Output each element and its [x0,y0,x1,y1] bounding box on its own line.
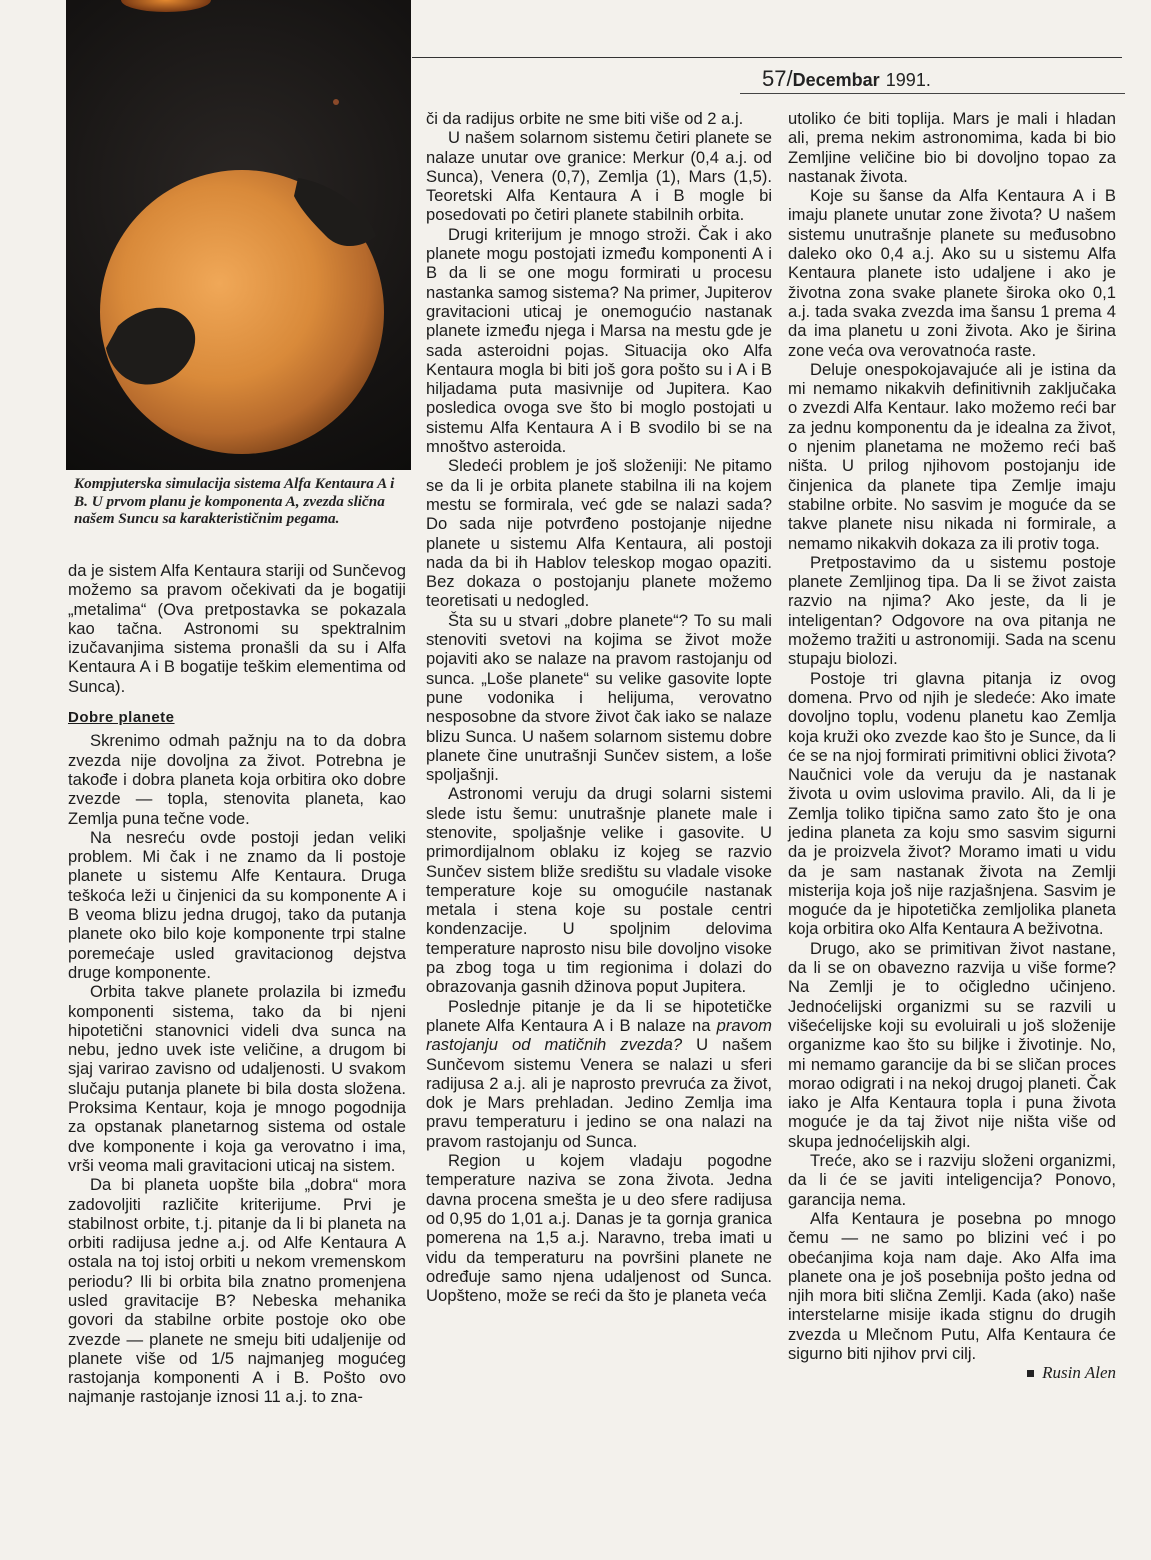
byline [788,1363,1116,1382]
paragraph: Drugi kriterijum je mnogo stroži. Čak i ako planete mogu postojati između komponenti A i B da li se one mogu formirati u procesu nastanka samog sistema? Na primer, Jupiterov gravitacioni uticaj je onemogućio nastanak planete između njega i Marsa na mestu gde je sada asteroidni pojas. Situacija oko Alfa Kentaura mogla bi biti još gora pošto su i A i B hiljadama puta masivnije od Jupitera. Kao posledica ovoga sve što bi moglo postojati u sistemu Alfa Kentaura A i B svodilo bi se na mnoštvo asteroida. [426,224,772,457]
paragraph [426,997,772,1151]
header-rule [412,57,1122,58]
issue-month: Decembar [792,70,880,90]
paragraph: Drugo, ako se primitivan život nastane, da li se on obavezno razvija u više forme? Na Zemlji je to očigledno učinjeno. Jednoćelijski organizmi su se razvili u višećelijske koji su evoluirali u još složenije organizme kao što su biljke i životinje. No, mi nemamo garancije da bi se sličan proces morao odigrati i na nekoj drugoj planeti. Čak iako je Alfa Kentaura topla i puna života moguće je da taj život nije ništa više od skupa jednoćelijskih algi. [788,938,1116,1151]
paragraph: Alfa Kentaura je posebna po mnogo čemu — ne samo po blizini već i po obećanjima koja nam daje. Ako Alfa ima planete ona je još posebnija pošto jedna od njih mora biti slična Zemlji. Kada (ako) naše interstelarne misije ikada stignu do drugih zvezda u Mlečnom Putu, Alfa Kentaura će sigurno biti njihov prvi cilj. [788,1208,1116,1363]
paragraph: Šta su u stvari „dobre planete“? To su mali stenoviti svetovi na kojima se život može pojaviti ako se nalaze na pravom rastojanju od sunca. „Loše planete“ su velike gasovite lopte pune vodonika i helijuma, verovatno nesposobne da stvore život čak iako se nalaze blizu Sunca. U našem solarnom sistemu dobre planete čine unutrašnji Sunčev sistem, a loše spoljašnji. [426,610,772,785]
companion-star [121,0,211,12]
column-2 [426,109,772,1305]
emphasis-text: pravom rastojanju od matičnih zvezda? [426,1015,772,1055]
paragraph: Pretpostavimo da u sistemu postoje planete Zemljinog tipa. Da li se život zaista razvio na njima? Ako jeste, da li je inteligentan? Odgovore na ova pitanja ne možemo tražiti u astronomiji. Sada na scenu stupaju biolozi. [788,552,1116,669]
paragraph: Koje su šanse da Alfa Kentaura A i B imaju planete unutar zone života? U našem sistemu unutrašnje planete su međusobno daleko oko 0,4 a.j. Ako su u sistemu Alfa Kentaura planete isto udaljene i ako je životna zona svake planete široka oko 0,1 a.j. tada svaka zvezda ima šansu 1 prema 4 da ima planetu u zoni života. Ako je širina zone veća ova verovatnoća raste. [788,186,1116,360]
paragraph: utoliko će biti toplija. Mars je mali i hladan ali, prema nekim astronomima, kada bi bio Zemljine veličine bio bi dovoljno topao za nastanak života. [788,109,1116,186]
paragraph: Astronomi veruju da drugi solarni sistemi slede istu šemu: unutrašnje planete male i stenovite, spoljašnje velike i gasovite. U primordijalnom oblaku iz kojeg se razvio Sunčev sistem bliže središtu su vladale visoke temperature koje su omogućile nastanak metala i stena koje su postale centri kondenzacije. U spoljnim delovima temperature naprosto nisu bile dovoljno visoke pa zbog toga u tim regionima i dolazi do obrazovanja gasnih džinova poput Jupitera. [426,784,772,997]
paragraph-text: U našem Sunčevom sistemu Venera se nalazi u sferi radijusa 2 a.j. ali je naprosto prevruća za život, dok je Mars prehladan. Jedino Zemlja ima pravu temperaturu i jedino se ona nalazi na pravom rastojanju od Sunca. [426,1035,772,1151]
paragraph: Deluje onespokojavajuće ali je istina da mi nemamo nikakvih definitivnih zaključaka o zvezdi Alfa Kentaur. Iako možemo reći bar za jednu komponentu da je idealna za život, o njenim planetama ne možemo reći baš ništa. U prilog njihovom postojanju ide činjenica da planete tipa Zemlje imaju stabilne orbite. No sasvim je moguće da se takve planete nisu nikada ni formirale, a nemamo nikakvih dokaza za ili protiv toga. [788,359,1116,553]
planet-image [66,0,411,470]
issue-year: 1991. [885,70,931,90]
issue-number: 57 [762,66,787,91]
column-1 [68,561,406,1407]
paragraph: či da radijus orbite ne sme biti više od 2 a.j. [426,109,744,128]
header-rule-secondary [740,93,1125,94]
paragraph: da je sistem Alfa Kentaura stariji od Sunčevog možemo sa pravom očekivati da je bogatiji „metalima“ (Ova pretpostavka se pokazala kao tačna. Astronomi su spektralnim izučavanjima sistema pronašli da su i Alfa Kentaura A i B bogatije teškim elementima od Sunca). [68,561,406,696]
paragraph: Na nesreću ovde postoji jedan veliki problem. Mi čak i ne znamo da li postoje planete u sistemu Alfe Kentaura. Druga teškoća leži u činjenici da su komponente A i B veoma blizu jedna drugoj, tako da putanja planete oko bilo koje komponente trpi stalne poremećaje usled gravitacionog dejstva druge komponente. [68,827,406,982]
paragraph: Orbita takve planete prolazila bi između komponenti sistema, tako da bi njeni hipotetični stanovnici videli dva sunca na nebu, jedno uvek iste veličine, a drugom bi sjaj varirao zavisno od udaljenosti. U svakom slučaju putanja planete bi bila dosta složena. Proksima Kentaur, koja je mnogo pogodnija za opstanak planetarnog sistema od ostale dve komponente i koja ga verovatno i ima, vrši veoma mali gravitacioni uticaj na sistem. [68,982,406,1175]
section-heading: Dobre planete [68,709,175,727]
author-name: Rusin Alen [1042,1363,1116,1383]
figure-caption: Kompjuterska simulacija sistema Alfa Kentaura A i B. U prvom planu je komponenta A, zvezda slična našem Suncu sa karakterističnim pegama. [74,475,395,527]
paragraph: U našem solarnom sistemu četiri planete se nalaze unutar ove granice: Merkur (0,4 a.j. od Sunca), Venera (0,7), Zemlja (1), Mars (1,5). Teoretski Alfa Kentaura A i B mogle bi posedovati po četiri planete stabilnih orbita. [426,128,772,225]
paragraph: Treće, ako se i razviju složeni organizmi, da li će se javiti inteligencija? Ponovo, garancija nema. [788,1151,1116,1209]
paragraph: Postoje tri glavna pitanja iz ovog domena. Prvo od njih je sledeće: Ako imate dovoljno toplu, vodenu planetu kao Zemlja koja kruži oko zvezde kao što je Sunce, da li će se na njoj formirati primitivni oblici života? Naučnici vole da veruju da je nastanak života u ovim uslovima pravilo. Ali, da li je Zemlja toliko tipična samo zato što je ona jedina planeta za koju smo sasvim sigurni da je proizvela život? Moramo imati u vidu da je sam nastanak života na Zemlji misterija koja još nije razjašnjena. Sasvim je moguće da je hipotetička zemljolika planeta koja orbitira oko Alfa Kentaura A beživotna. [788,668,1116,939]
paragraph: Region u kojem vladaju pogodne temperature naziva se zona života. Jedna davna procena smešta je u deo sfere radijusa od 0,95 do 1,01 a.j. Danas je ta gornja granica pomerena na 1,5 a.j. Naravno, treba imati u vidu da temperaturu na površini planete ne određuje samo njena udaljenost od Sunca. Uopšteno, može se reći da što je planeta veća [426,1151,772,1306]
paragraph: Da bi planeta uopšte bila „dobra“ mora zadovoljiti različite kriterijume. Prvi je stabilnost orbite, t.j. pitanje da li bi planeta na orbiti radijusa jedne a.j. od Alfe Kentaura A ostala na toj istoj orbiti u nekom vremenskom periodu? Ili bi orbita bila znatno promenjena usled gravitacije B? Nebeska mehanika govori da stabilne orbite postoje oko obe zvezde — planete ne smeju biti udaljenije od planete više od 1/5 najmanjeg mogućeg rastojanja komponenti A i B. Pošto ovo najmanje rastojanje iznosi 11 a.j. to zna- [68,1175,406,1407]
paragraph: Sledeći problem je još složeniji: Ne pitamo se da li je orbita planete stabilna ili na kojem mestu se formirala, već gde se nalazi sada? Do sada nije potvrđeno postojanje nijedne planete u sistemu Alfa Kentaura, ali postoji nada da bi ih Hablov teleskop mogao opaziti. Bez dokaza o postojanju planete možemo teoretisati u nedogled. [426,456,772,611]
column-3 [788,109,1116,1383]
end-mark-icon [1027,1370,1034,1377]
issue-separator: / [786,66,793,91]
planet-illustration [66,0,411,470]
issue-line [762,66,931,92]
distant-star [333,99,339,105]
paragraph: Skrenimo odmah pažnju na to da dobra zvezda nije dovoljna za život. Potrebna je takođe i dobra planeta koja orbitira oko dobre zvezde — topla, stenovita planeta, kao Zemlja puna tečne vode. [68,731,406,828]
paragraph-text: Poslednje pitanje je da li se hipotetičke planete Alfa Kentaura A i B nalaze na [426,996,772,1035]
